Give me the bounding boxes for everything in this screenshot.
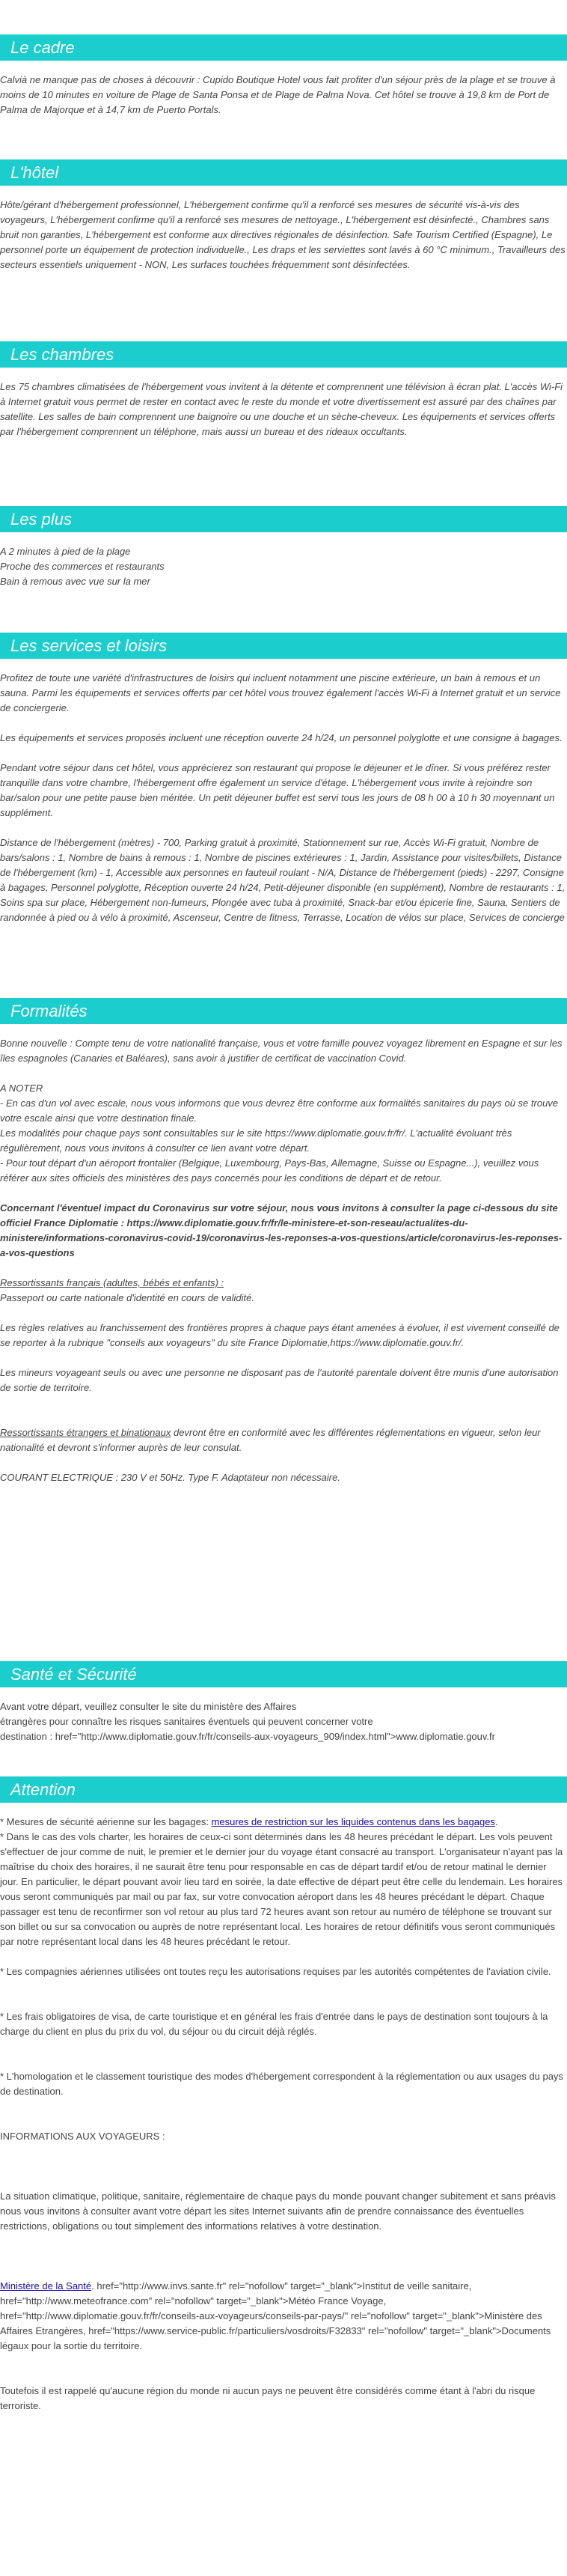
ministere-sante-link[interactable]: Ministère de la Santé [0, 2280, 92, 2292]
services-paragraph: Les équipements et services proposés incluent une réception ouverte 24 h/24, un personnel polyglotte et une consigne à bagages. [0, 732, 563, 743]
services-paragraph: Distance de l'hébergement (mètres) - 700, Parking gratuit à proximité, Stationnement sur rue, Accès Wi-Fi gratuit, Nombre de bars/salons : 1, Nombre de bains à remous : 1, Nombre de piscines extérieures : 1, Jardin, Assistance pour visites/billets, Distance de l'hébergement (km) - 1, Accessible aux personnes en fauteuil roulant - N/A, Distance de l'hébergement (pieds) - 2297, Consigne à bagages, Personnel polyglotte, Réception ouverte 24 h/24, Petit-déjeuner disponible (en supplément), Nombre de restaurants : 1, Soins spa sur place, Hébergement non-fumeurs, Plongée avec tuba à proximité, Snack-bar et/ou épicerie fine, Sauna, Sentiers de randonnée à pied ou à vélo à proximité, Ascenseur, Centre de fitness, Terrasse, Location de vélos sur place, Services de concierge [0, 837, 566, 923]
coronavirus-notice: Concernant l'éventuel impact du Coronavirus sur votre séjour, nous vous invitons à consulter la page ci-dessous du site officiel France Diplomatie : https://www.diplomatie.gouv.fr/fr/le-ministere-et-son-reseau/actualites-du-ministere/informations-coronavirus-covid-19/coronavirus-les-reponses-a-vos-questions/article/coronavirus-les-reponses-a-vos-questions [0, 1202, 563, 1258]
plus-item: Bain à remous avec vue sur la mer [0, 576, 150, 587]
section-hotel [0, 159, 567, 287]
note-line: - Pour tout départ d'un aéroport frontalier (Belgique, Luxembourg, Pays-Bas, Allemagne, Suisse ou Espagne...), veuillez vous référer aux sites officiels des ministères des pays concernés pour les conditions de départ et de retour. [0, 1157, 539, 1184]
services-paragraph: Pendant votre séjour dans cet hôtel, vous apprécierez son restaurant qui propose le déjeuner et le dîner. Si vous préférez rester tranquille dans votre chambre, l'hébergement offre également un service d'étage. L'hébergement vous invite à rejoindre son bar/salon pour une petite pause bien méritée. Un petit déjeuner buffet est servi tous les jours de 08 h 00 à 10 h 30 moyennant un supplément. [0, 762, 555, 818]
section-services [0, 633, 567, 940]
sante-line: destination : href="http://www.diplomatie.gouv.fr/fr/conseils-aux-voyageurs_909/index.html">www.diplomatie.gouv.fr [0, 1731, 495, 1742]
etrangers-title: Ressortissants étrangers et binationaux [0, 1427, 171, 1438]
section-title-plus: Les plus [0, 506, 567, 532]
section-title-chambres: Les chambres [0, 341, 567, 368]
situation-text: La situation climatique, politique, sanitaire, réglementaire de chaque pays du monde pouvant changer subitement et sans préavis nous vous invitons à consulter avant votre départ les sites Internet suivants afin de prendre connaissance des éventuelles restrictions, obligations ou tout simplement des informations relatives à votre destination. [0, 2190, 556, 2232]
liquides-link[interactable]: mesures de restriction sur les liquides contenus dans les bagages [211, 1816, 495, 1827]
toutefois-text: Toutefois il est rappelé qu'aucune région du monde ni aucun pays ne peuvent être considérés comme étant à l'abri du risque terroriste. [0, 2385, 536, 2411]
homologation-text: * L'homologation et le classement touristique des modes d'hébergement correspondent à la réglementation ou aux usages du pays de destination. [0, 2071, 563, 2097]
section-title-hotel: L'hôtel [0, 159, 567, 186]
sante-line: étrangères pour connaître les risques sanitaires éventuels qui peuvent concerner votre [0, 1716, 373, 1727]
compagnies-text: * Les compagnies aériennes utilisées ont toutes reçu les autorisations requises par les autorités compétentes de l'aviation civile. [0, 1966, 551, 1977]
ressortissants-text: Passeport ou carte nationale d'identité en cours de validité. [0, 1292, 254, 1303]
note-line: A NOTER [0, 1083, 43, 1094]
frais-text: * Les frais obligatoires de visa, de carte touristique et en général les frais d'entrée dans le pays de destination sont toujours à la charge du client en plus du prix du vol, du séjour ou du circuit déjà réglés. [0, 2011, 548, 2037]
section-chambres [0, 341, 567, 454]
plus-item: Proche des commerces et restaurants [0, 561, 165, 572]
vols-text: * Dans le cas des vols charter, les horaires de ceux-ci sont déterminés dans les 48 heures précédant le départ. Les vols peuvent s'effectuer de jour comme de nuit, le premier et le dernier jour du voyage étant consacré au transport. L'organisateur n'ayant pas la maîtrise du choix des horaires, il ne saurait être tenu pour responsable en cas de départ tardif et/ou de retour matinal le dernier jour. En particulier, le départ pouvant avoir lieu tard en soirée, la date effective de départ peut être celle du lendemain. Les horaires vous seront communiqués par mail ou par fax, sur votre convocation aéroport dans les 48 heures précédant le départ. Chaque passager est tenu de reconfirmer son vol retour au plus tard 72 heures avant son retour au numéro de téléphone se trouvant sur son billet ou sur sa convocation ou auprès de notre représentant local. Les horaires de retour définitifs vous seront communiqués par notre représentant local dans les 48 heures précédant le retour. [0, 1831, 563, 1947]
mesures-suffix: . [494, 1816, 498, 1827]
etrangers-text: devront être en conformité avec les différentes réglementations en vigueur, selon leur nationalité et devront s'informer auprès de leur consulat. [0, 1427, 541, 1453]
section-title-formalites: Formalités [0, 998, 567, 1024]
hotel-text: Hôte/gérant d'hébergement professionnel, L'hébergement confirme qu'il a renforcé ses mesures de sécurité vis-à-vis des voyageurs, L'hébergement confirme qu'il a renforcé ses mesures de nettoyage., L'hébergement est désinfecté., Chambres sans bruit non garanties, L'hébergement est conforme aux directives régionales de désinfection. Safe Tourism Certified (Espagne), Le personnel porte un équipement de protection individuelle., Les draps et les serviettes sont lavés à 60 °C minimum., Travailleurs des secteurs essentiels uniquement - NON, Les surfaces touchées fréquemment sont désinfectées. [0, 199, 566, 270]
ressortissants-title: Ressortissants français (adultes, bébés et enfants) : [0, 1277, 224, 1288]
chambres-text: Les 75 chambres climatisées de l'hébergement vous invitent à la détente et comprennent une télévision à écran plat. L'accès Wi-Fi à Internet gratuit vous permet de rester en contact avec le reste du monde et votre divertissement est assuré par des chaînes par satellite. Les salles de bain comprennent une baignoire ou une douche et un sèche-cheveux. Les équipements et services offerts par l'hébergement comprennent un téléphone, mais aussi un bureau et des rideaux occultants. [0, 381, 563, 437]
note-line: Les modalités pour chaque pays sont consultables sur le site https://www.diplomatie.gouv.fr/fr/. L'actualité évoluant très régulièrement, nous vous invitons à consulter ce lien avant votre départ. [0, 1127, 512, 1154]
services-paragraph: Profitez de toute une variété d'infrastructures de loisirs qui incluent notamment une piscine extérieure, un bain à remous et un sauna. Parmi les équipements et services offerts par cet hôtel vous trouvez également l'accès Wi-Fi à Internet gratuit et un service de conciergerie. [0, 672, 561, 713]
section-plus [0, 506, 567, 589]
regles-text: Les règles relatives au franchissement des frontières propres à chaque pays étant amenées à évoluer, il est vivement conseillé de se reporter à la rubrique "conseils aux voyageurs" du site France Diplomatie,https://www.diplomatie.gouv.fr/. [0, 1322, 560, 1348]
formalites-intro: Bonne nouvelle : Compte tenu de votre nationalité française, vous et votre famille pouvez voyagez librement en Espagne et sur les îles espagnoles (Canaries et Baléares), sans avoir à justifier de certificat de vaccination Covid. [0, 1038, 563, 1064]
section-title-sante: Santé et Sécurité [0, 1661, 567, 1687]
section-title-services: Les services et loisirs [0, 633, 567, 659]
section-cadre [0, 34, 567, 133]
section-formalites [0, 998, 567, 1500]
section-title-attention: Attention [0, 1776, 567, 1803]
info-title: INFORMATIONS AUX VOYAGEURS : [0, 2131, 165, 2142]
section-title-cadre: Le cadre [0, 34, 567, 61]
ministere-text: . href="http://www.invs.sante.fr" rel="nofollow" target="_blank">Institut de veille sanitaire, href="http://www.meteofrance.com" rel="nofollow" target="_blank">Météo France Voyage, href="http://www.diplomatie.gouv.fr/fr/conseils-aux-voyageurs/conseils-par-pays/" rel="nofollow" target="_blank">Ministère des Affaires Etrangères, href="https://www.service-public.fr/particuliers/vosdroits/F32833" rel="nofollow" target="_blank">Documents légaux pour la sortie du territoire. [0, 2280, 551, 2351]
mesures-prefix: * Mesures de sécurité aérienne sur les bagages: [0, 1816, 212, 1827]
cadre-text: Calvià ne manque pas de choses à découvrir : Cupido Boutique Hotel vous fait profiter d'un séjour près de la plage et se trouve à moins de 10 minutes en voiture de Plage de Santa Ponsa et de Plage de Palma Nova. Cet hôtel se trouve à 19,8 km de Port de Palma de Majorque et à 14,7 km de Puerto Portals. [0, 74, 556, 115]
mineurs-text: Les mineurs voyageant seuls ou avec une personne ne disposant pas de l'autorité parentale doivent être munis d'une autorisation de sortie de territoire. [0, 1367, 559, 1393]
section-sante [0, 1661, 567, 1744]
note-line: - En cas d'un vol avec escale, nous vous informons que vous devrez être conforme aux formalités sanitaires du pays où se trouve votre escale ainsi que votre destination finale. [0, 1097, 559, 1124]
section-attention [0, 1776, 567, 2429]
sante-line: Avant votre départ, veuillez consulter le site du ministère des Affaires [0, 1701, 297, 1712]
courant-text: COURANT ELECTRIQUE : 230 V et 50Hz. Type F. Adaptateur non nécessaire. [0, 1472, 340, 1483]
plus-item: A 2 minutes à pied de la plage [0, 546, 131, 557]
